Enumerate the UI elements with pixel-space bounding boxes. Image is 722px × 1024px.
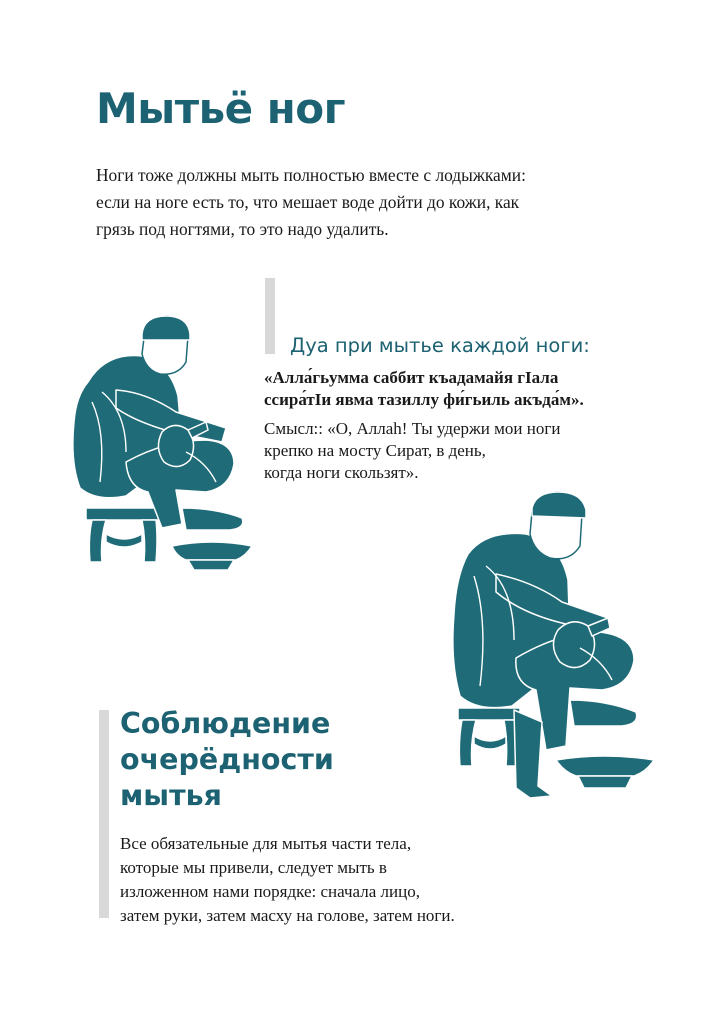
- dua-line: «Алла́гьумма саббит къадамайя гIала: [264, 368, 559, 387]
- dua-heading: Дуа при мытье каждой ноги:: [290, 334, 590, 357]
- intro-line: грязь под ногтями, то это надо удалить.: [96, 219, 389, 239]
- washing-feet-illustration-2: [450, 490, 662, 806]
- intro-line: если на ноге есть то, что мешает воде дойти до кожи, как: [96, 192, 520, 212]
- order-heading: [120, 706, 334, 814]
- meaning-line: крепко на мосту Сират, в день,: [264, 441, 486, 460]
- intro-paragraph: [96, 162, 636, 243]
- order-heading-line: очерёдности: [120, 743, 334, 776]
- order-accent-bar: [99, 710, 109, 918]
- order-heading-line: мытья: [120, 779, 222, 812]
- order-paragraph: [120, 832, 455, 928]
- order-line: Все обязательные для мытья части тела,: [120, 834, 412, 853]
- dua-meaning: [264, 418, 560, 484]
- page-title: Мытьё ног: [96, 84, 346, 133]
- dua-line: ссира́тIи явма тазиллу фи́гьиль акъда́м».: [264, 390, 584, 409]
- meaning-line: Смысл:: «О, Аллаh! Ты удержи мои ноги: [264, 419, 561, 438]
- washing-feet-illustration-1: [66, 312, 262, 584]
- dua-accent-bar: [265, 278, 275, 354]
- order-heading-line: Соблюдение: [120, 707, 331, 740]
- order-line: изложенном нами порядке: сначала лицо,: [120, 882, 420, 901]
- order-line: которые мы привели, следует мыть в: [120, 858, 387, 877]
- order-line: затем руки, затем масху на голове, затем ноги.: [120, 906, 455, 925]
- dua-arabic-transliteration: [264, 367, 584, 411]
- meaning-line: когда ноги скользят».: [264, 463, 419, 482]
- intro-line: Ноги тоже должны мыть полностью вместе с лодыжками:: [96, 165, 526, 185]
